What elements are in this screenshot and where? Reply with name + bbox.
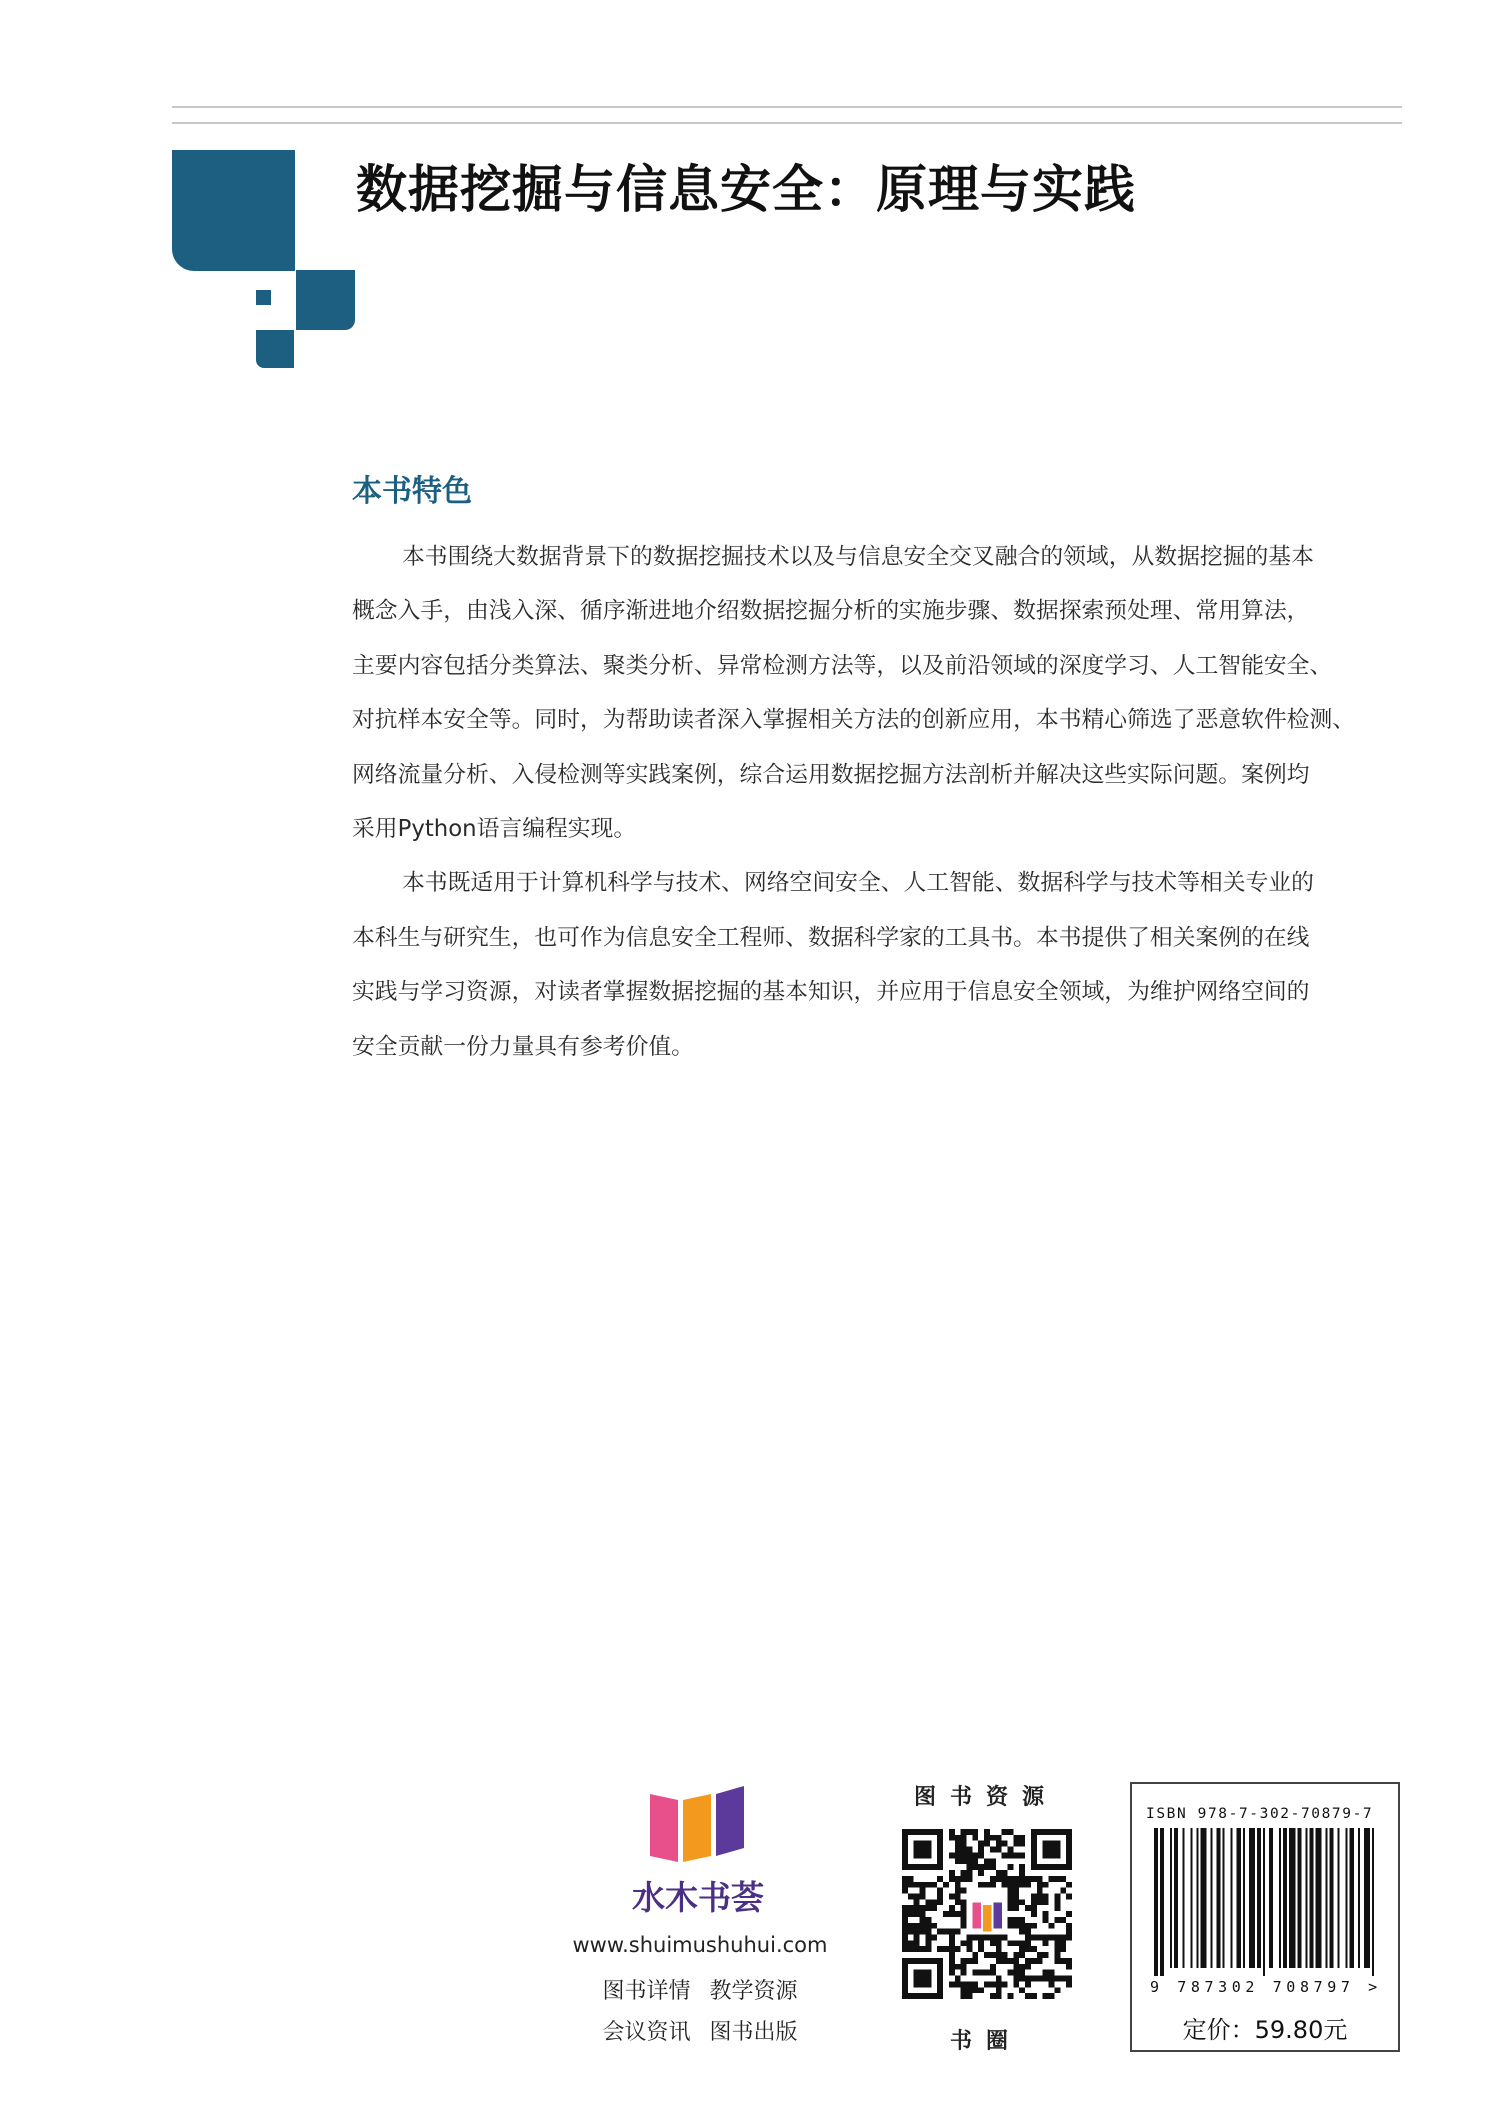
body-line: 采用Python语言编程实现。 xyxy=(352,816,637,843)
qr-caption: 书圈 xyxy=(949,2029,1022,2054)
isbn-text: ISBN 978-7-302-70879-7 xyxy=(1146,1806,1374,1822)
body-line: 本科生与研究生，也可作为信息安全工程师、数据科学家的工具书。本书提供了相关案例的在线 xyxy=(352,924,1310,951)
isbn-box xyxy=(1130,1782,1400,2052)
logo-orange-panel xyxy=(683,1794,711,1862)
body-line: 对抗样本安全等。同时，为帮助读者深入掌握相关方法的创新应用，本书精心筛选了恶意软件检测、 xyxy=(352,707,1356,734)
body-line: 实践与学习资源，对读者掌握数据挖掘的基本知识，并应用于信息安全领域，为维护网络空间的 xyxy=(352,979,1310,1006)
features-body xyxy=(352,530,1402,1074)
body-line: 本书既适用于计算机科学与技术、网络空间安全、人工智能、数据科学与技术等相关专业的 xyxy=(402,870,1314,897)
qr-label: 图书资源 xyxy=(913,1785,1058,1810)
top-rule xyxy=(172,106,1402,108)
publisher-url: www.shuimushuhui.com xyxy=(572,1933,828,1957)
body-line: 主要内容包括分类算法、聚类分析、异常检测方法等，以及前沿领域的深度学习、人工智能安全、 xyxy=(352,652,1333,679)
book-title: 数据挖掘与信息安全：原理与实践 xyxy=(356,161,1137,220)
publisher-name: 水木书荟 xyxy=(632,1878,764,1917)
logo-purple-panel xyxy=(716,1786,744,1856)
barcode-digits: 9 787302 708797 > xyxy=(1150,1978,1382,1996)
body-line: 概念入手，由浅入深、循序渐进地介绍数据挖掘分析的实施步骤、数据探索预处理、常用算法， xyxy=(352,598,1310,625)
price: 定价：59.80元 xyxy=(1182,2016,1348,2044)
publisher-links-row-2: 会议资讯 图书出版 xyxy=(602,2020,798,2045)
body-line: 网络流量分析、入侵检测等实践案例，综合运用数据挖掘方法剖析并解决这些实际问题。案例均 xyxy=(352,761,1310,788)
publisher-links-row-1: 图书详情 教学资源 xyxy=(602,1979,798,2004)
barcode-icon xyxy=(1154,1828,1378,1976)
decorative-block-tiny xyxy=(256,290,271,305)
body-line: 安全贡献一份力量具有参考价值。 xyxy=(352,1033,694,1060)
body-line: 本书围绕大数据背景下的数据挖掘技术以及与信息安全交叉融合的领域，从数据挖掘的基本 xyxy=(402,544,1314,570)
publisher-logo-icon xyxy=(650,1786,744,1862)
logo-pink-panel xyxy=(650,1794,678,1862)
decorative-block-medium xyxy=(296,270,355,330)
decorative-block-small xyxy=(256,330,294,368)
decorative-block-large xyxy=(172,150,295,271)
qr-code-icon xyxy=(902,1829,1072,1999)
top-rule-secondary xyxy=(172,122,1402,124)
features-heading: 本书特色 xyxy=(352,474,472,509)
